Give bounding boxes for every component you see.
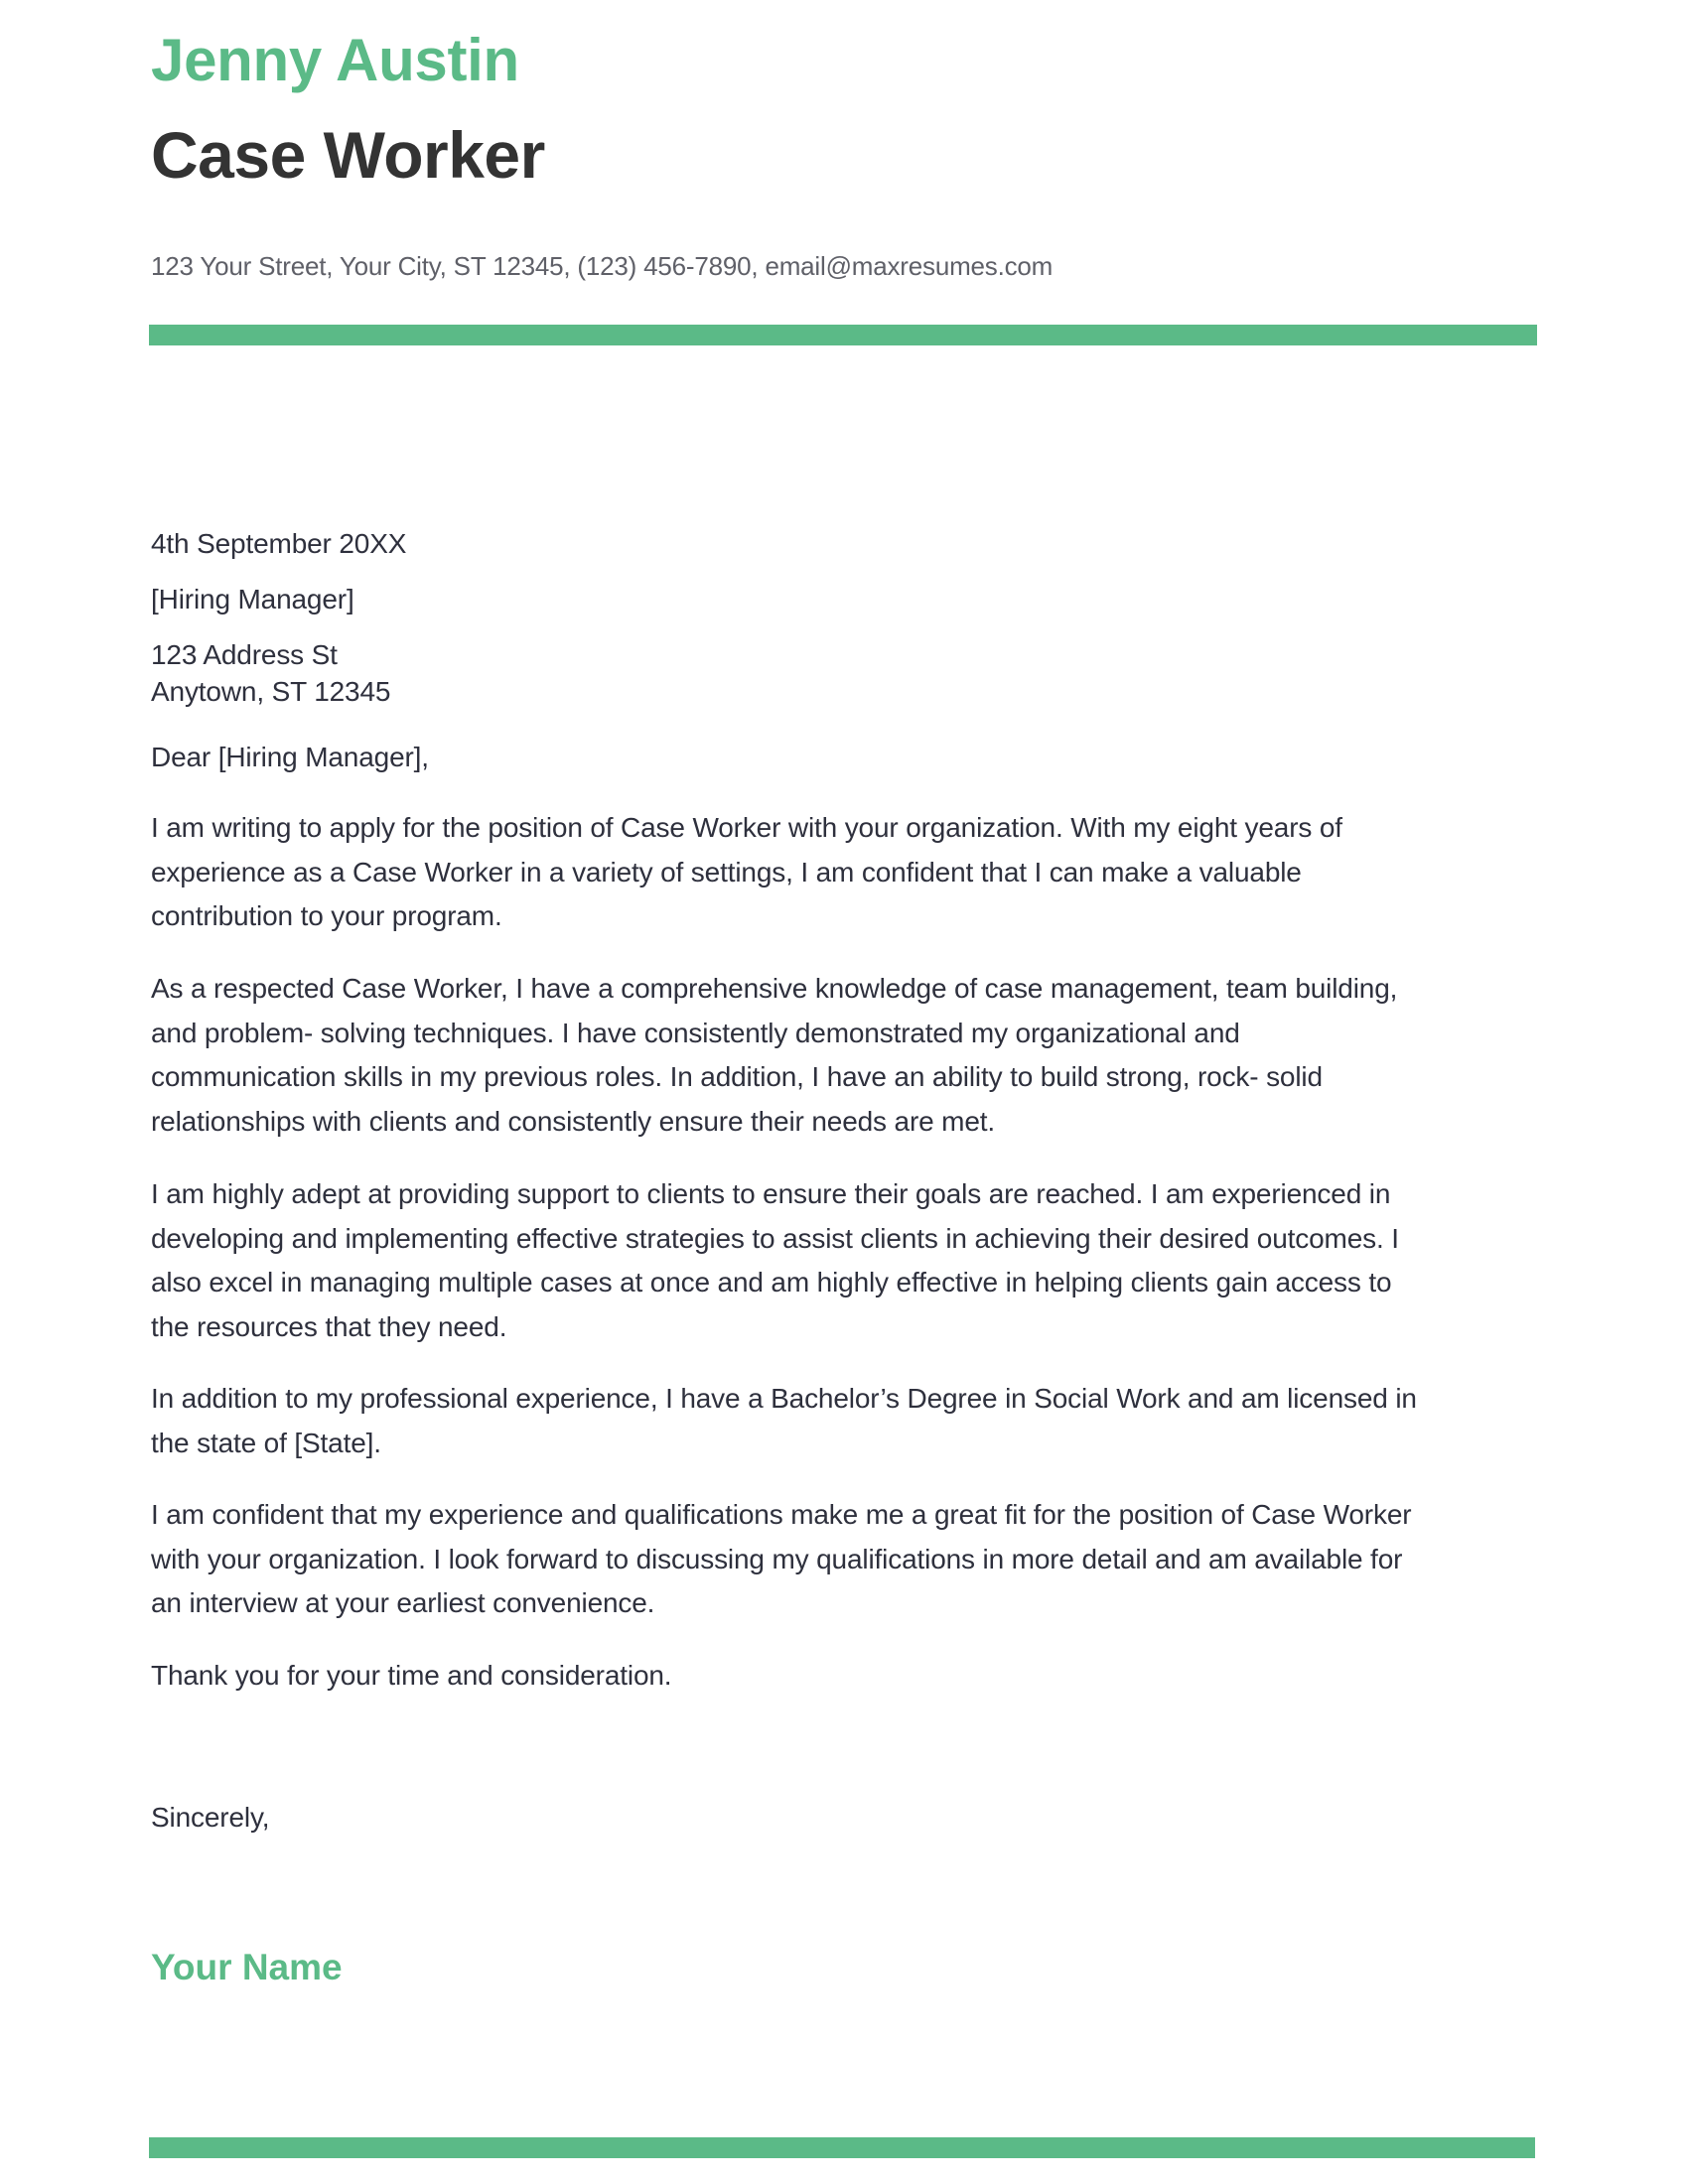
paragraph-line: I am highly adept at providing support to clients to ensure their goals are reached. I am experienced in	[151, 1178, 1391, 1209]
paragraph-line: Thank you for your time and consideration.	[151, 1660, 672, 1691]
paragraph-line: communication skills in my previous roles. In addition, I have an ability to build strong, rock- solid	[151, 1061, 1323, 1093]
body-paragraph-6	[151, 1654, 671, 1699]
top-divider	[149, 325, 1537, 345]
paragraph-line: In addition to my professional experience, I have a Bachelor’s Degree in Social Work and am licensed in	[151, 1383, 1417, 1414]
bottom-divider	[149, 2137, 1535, 2158]
closing: Sincerely,	[151, 1802, 270, 1833]
paragraph-line: the state of [State].	[151, 1427, 381, 1458]
paragraph-line: also excel in managing multiple cases at once and am highly effective in helping clients gain access to	[151, 1267, 1392, 1298]
paragraph-line: the resources that they need.	[151, 1310, 507, 1342]
paragraph-line: experience as a Case Worker in a variety of settings, I am confident that I can make a valuable	[151, 856, 1302, 887]
paragraph-line: I am confident that my experience and qualifications make me a great fit for the position of Case Worker	[151, 1499, 1412, 1530]
job-title: Case Worker	[151, 118, 545, 192]
paragraph-line: an interview at your earliest convenience.	[151, 1587, 655, 1619]
paragraph-line: with your organization. I look forward to discussing my qualifications in more detail and am available for	[151, 1543, 1403, 1574]
paragraph-line: developing and implementing effective strategies to assist clients in achieving their desired outcomes. I	[151, 1222, 1399, 1254]
body-paragraph-1	[151, 806, 1342, 939]
paragraph-line: As a respected Case Worker, I have a comprehensive knowledge of case management, team building,	[151, 973, 1398, 1004]
contact-info: 123 Your Street, Your City, ST 12345, (123) 456-7890, email@maxresumes.com	[151, 251, 1054, 281]
salutation: Dear [Hiring Manager],	[151, 742, 429, 772]
recipient-address-line2: Anytown, ST 12345	[151, 676, 391, 707]
recipient-name: [Hiring Manager]	[151, 584, 354, 614]
paragraph-line: contribution to your program.	[151, 900, 502, 932]
body-paragraph-4	[151, 1377, 1417, 1465]
recipient-address-line1: 123 Address St	[151, 639, 338, 670]
body-paragraph-3	[151, 1172, 1399, 1349]
body-paragraph-2	[151, 967, 1397, 1144]
paragraph-line: I am writing to apply for the position of Case Worker with your organization. With my eight years of	[151, 812, 1342, 843]
letter-date: 4th September 20XX	[151, 528, 407, 559]
applicant-name: Jenny Austin	[151, 27, 519, 93]
paragraph-line: relationships with clients and consistently ensure their needs are met.	[151, 1105, 996, 1137]
signature-name: Your Name	[151, 1947, 343, 1987]
body-paragraph-5	[151, 1493, 1411, 1626]
paragraph-line: and problem- solving techniques. I have consistently demonstrated my organizational and	[151, 1017, 1240, 1048]
